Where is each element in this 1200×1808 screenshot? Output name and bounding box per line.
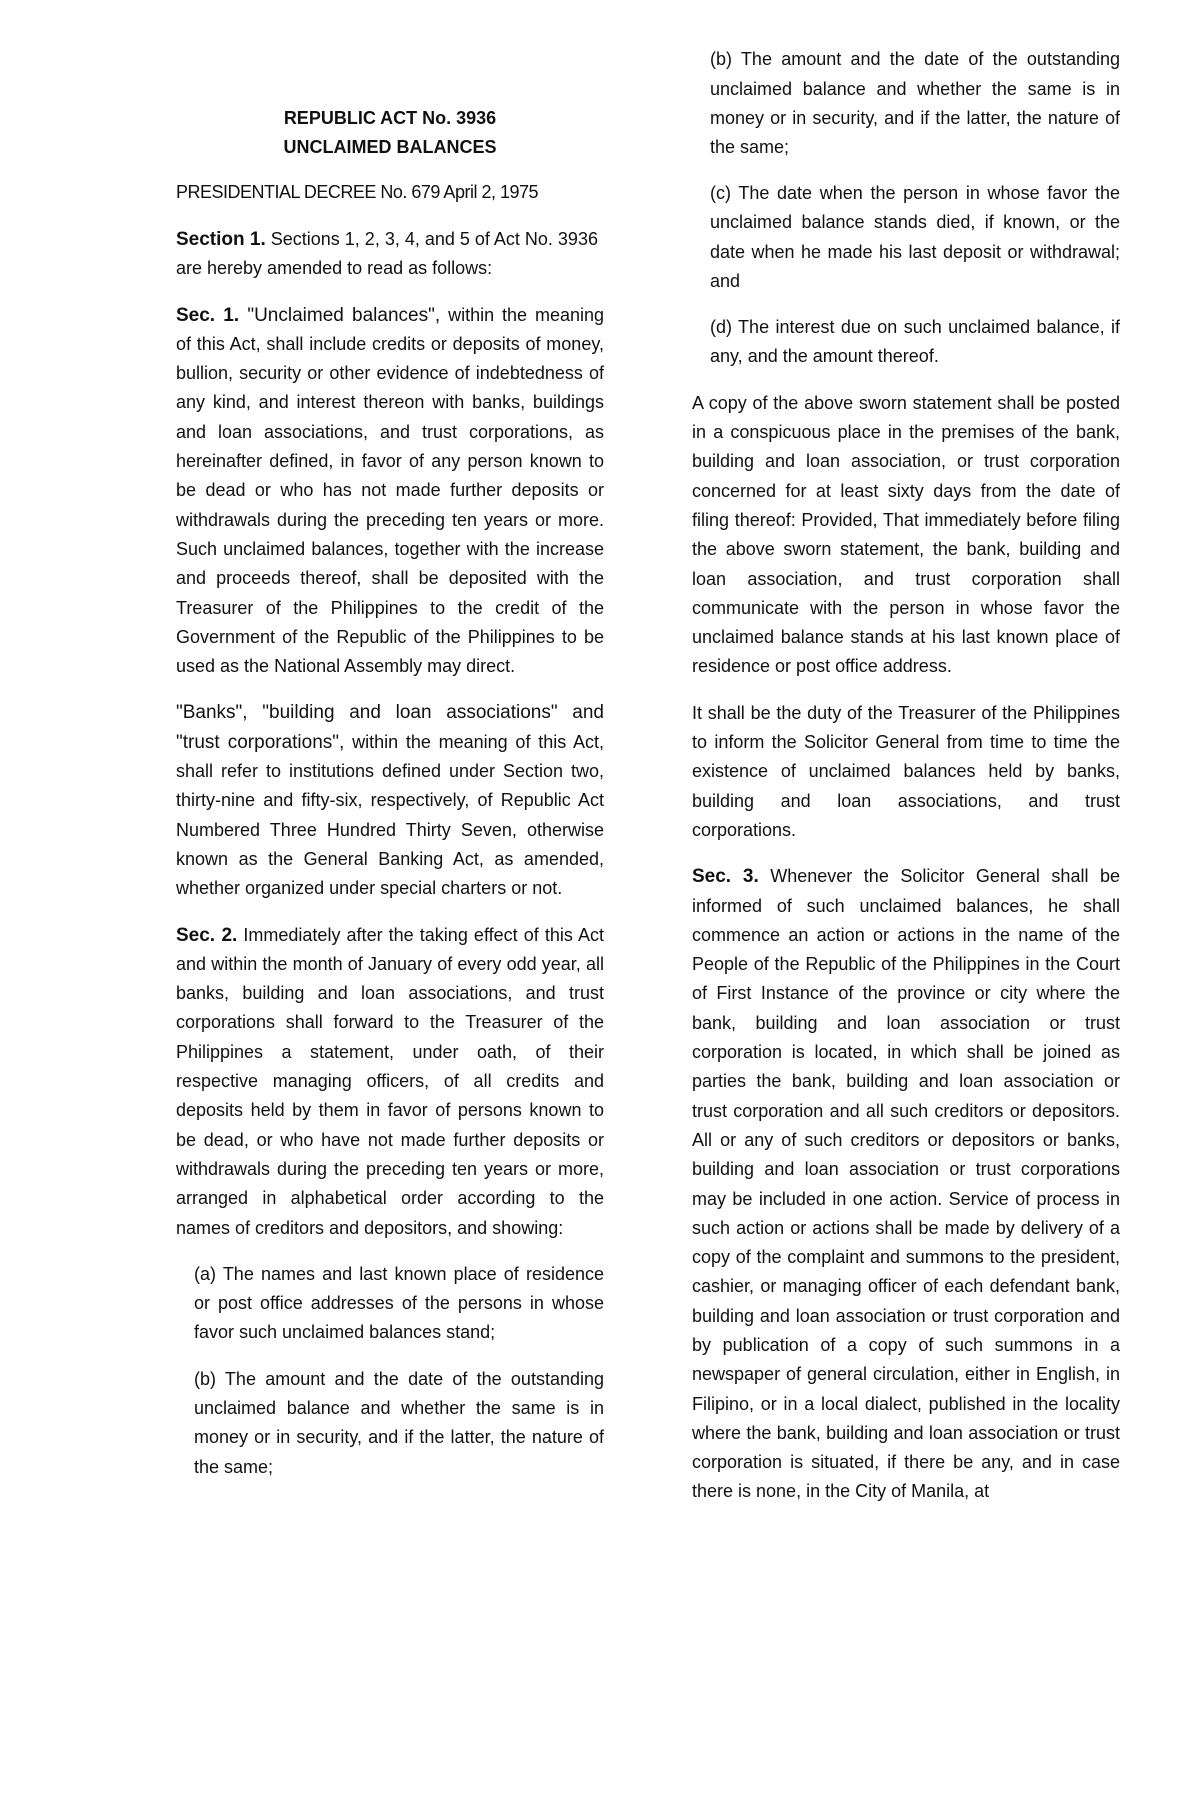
item-b-continuation-text: (b) The amount and the date of the outstanding unclaimed balance and whether the same is in money or in security, and if the latter, the nature of the same;: [710, 49, 1120, 158]
sec-2-heading: Sec. 2.: [176, 924, 238, 946]
left-column: [176, 104, 605, 1477]
item-b-continuation: [692, 49, 1120, 162]
banks-definition-paragraph: [176, 698, 604, 903]
item-b: (b) The amount and the date of the outstanding unclaimed balance and whether the same is in money or in security, and if the latter, the nature of the same;: [194, 1368, 604, 1477]
item-c: (c) The date when the person in whose favor the unclaimed balance stands died, if known, or the date when he made his last deposit or withdrawal; and: [710, 183, 1120, 291]
banks-term: "Banks", "building and loan associations" and "trust corporations",: [176, 702, 604, 753]
sec-2-text: Immediately after the taking effect of this Act and within the month of January of every odd year, all banks, building and loan associations, and trust corporations shall forward to the Treasurer of the Philippines a statement, under oath, of their respective managing officers, of all credits and deposits held by them in favor of persons known to be dead, or who have not made further deposits or withdrawals during the preceding ten years or more, arranged in alphabetical order according to the names of creditors and depositors, and showing:: [176, 924, 604, 1238]
decree-line: PRESIDENTIAL DECREE No. 679 April 2, 1975: [176, 182, 538, 202]
sec-3-heading: Sec. 3.: [692, 866, 759, 888]
banks-text: within the meaning of this Act, shall refer to institutions defined under Section two, thirty-nine and fifty-six, respectively, of Republic Act Numbered Three Hundred Thirty Seven, otherwise known as the General Banking Act, as amended, whether organized under special charters or not.: [176, 731, 604, 899]
sworn-statement-paragraph: A copy of the above sworn statement shall be posted in a conspicuous place in the premises of the bank, building and loan association, or trust corporation concerned for at least sixty days from the date of filing thereof: Provided, That immediately before filing the above sworn statement, the bank, building and loan association, and trust corporation shall communicate with the person in whose favor the unclaimed balance stands at his last known place of residence or post office address.: [692, 392, 1120, 677]
sec-3-text: Whenever the Solicitor General shall be informed of such unclaimed balances, he shall commence an action or actions in the name of the People of the Republic of the Philippines in the Court of First Instance of the province or city where the bank, building and loan association or trust corporation is located, in which shall be joined as parties the bank, building and loan association or trust corporation and all such creditors or depositors. All or any of such creditors or depositors or banks, building and loan association or trust corporations may be included in one action. Service of process in such action or actions shall be made by delivery of a copy of the complaint and summons to the president, cashier, or managing officer of each defendant bank, building and loan association or trust corporation and by publication of a copy of such summons in a newspaper of general circulation, either in English, in Filipino, or in a local dialect, published in the locality where the bank, building and loan association or trust corporation is situated, if there be any, and in case there is none, in the City of Manila, at: [692, 866, 1120, 1502]
title-line-2: UNCLAIMED BALANCES: [283, 137, 497, 157]
item-a: (a) The names and last known place of residence or post office addresses of the persons in whose favor such unclaimed balances stand;: [194, 1263, 604, 1343]
document-title: [176, 104, 604, 162]
sec-1-term: "Unclaimed balances",: [239, 304, 441, 326]
sec-1-heading: Sec. 1.: [176, 304, 240, 326]
right-column: [692, 49, 1120, 1524]
sec-2-paragraph: [176, 921, 604, 1243]
sec-3-paragraph: [692, 862, 1120, 1507]
item-d: (d) The interest due on such unclaimed balance, if any, and the amount thereof.: [710, 317, 1120, 367]
section-1-paragraph: [176, 225, 604, 284]
sec-1-text: within the meaning of this Act, shall include credits or deposits of money, bullion, security or other evidence of indebtedness of any kind, and interest thereon with banks, buildings and loan associations, and trust corporations, as hereinafter defined, in favor of any person known to be dead or who has not made further deposits or withdrawals during the preceding ten years or more. Such unclaimed balances, together with the increase and proceeds thereof, shall be deposited with the Treasurer of the Philippines to the credit of the Government of the Republic of the Philippines to be used as the National Assembly may direct.: [176, 304, 605, 677]
sec-1-paragraph: [176, 301, 604, 682]
section-1-heading: Section 1.: [176, 229, 266, 250]
title-line-1: REPUBLIC ACT No. 3936: [283, 108, 497, 128]
treasurer-duty-paragraph: It shall be the duty of the Treasurer of the Philippines to inform the Solicitor General from time to time the existence of unclaimed balances held by banks, building and loan associations, and trust corporations.: [692, 702, 1120, 840]
section-1-text: Sections 1, 2, 3, 4, and 5 of Act No. 3936 are hereby amended to read as follows:: [176, 229, 598, 279]
